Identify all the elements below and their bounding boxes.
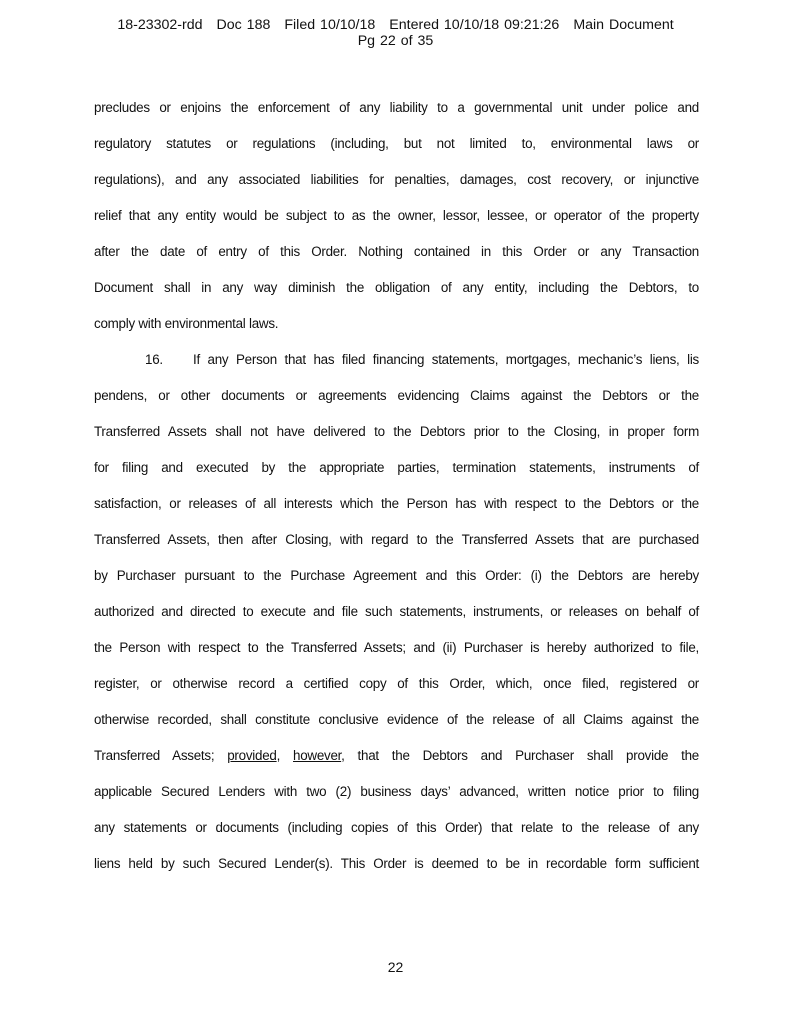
text-line: comply with environmental laws. xyxy=(94,316,279,331)
however-underlined: however xyxy=(293,748,342,763)
text-line: applicable Secured Lenders with two (2) business days’ advanced, written notice prior to filing xyxy=(94,784,699,799)
text-line: Transferred Assets shall not have delivered to the Debtors prior to the Closing, in proper form xyxy=(94,424,699,439)
text-line: by Purchaser pursuant to the Purchase Agreement and this Order: (i) the Debtors are hereby xyxy=(94,568,699,583)
ecf-header-line xyxy=(0,17,791,33)
text-line: pendens, or other documents or agreements evidencing Claims against the Debtors or the xyxy=(94,388,699,403)
body-text xyxy=(94,90,699,882)
case-number: 18-23302-rdd xyxy=(117,17,203,33)
text-segment: Transferred Assets; xyxy=(94,748,228,763)
text-line: regulations), and any associated liabilities for penalties, damages, cost recovery, or injunctive xyxy=(94,172,699,187)
text-line: Document shall in any way diminish the obligation of any entity, including the Debtors, to xyxy=(94,280,699,295)
page-reference: Pg 22 of 35 xyxy=(357,33,434,49)
text-line: regulatory statutes or regulations (including, but not limited to, environmental laws or xyxy=(94,136,699,151)
text-line: the Person with respect to the Transferred Assets; and (ii) Purchaser is hereby authorized to file, xyxy=(94,640,699,655)
text-line: any statements or documents (including copies of this Order) that relate to the release of any xyxy=(94,820,699,835)
paragraph-16-lead-text: If any Person that has filed financing statements, mortgages, mechanic’s liens, lis xyxy=(193,352,699,367)
text-line: otherwise recorded, shall constitute conclusive evidence of the release of all Claims against the xyxy=(94,712,699,727)
paragraph-16-first-line xyxy=(94,342,699,378)
text-line: satisfaction, or releases of all interests which the Person has with respect to the Debtors or the xyxy=(94,496,699,511)
text-line: for filing and executed by the appropriate parties, termination statements, instruments of xyxy=(94,460,699,475)
filed-date: Filed 10/10/18 xyxy=(284,17,376,33)
provided-however-line xyxy=(94,738,699,774)
paragraph-number: 16. xyxy=(145,352,163,367)
entered-date: Entered 10/10/18 09:21:26 xyxy=(389,17,560,33)
document-type: Main Document xyxy=(573,17,674,33)
page-number: 22 xyxy=(387,959,404,975)
text-segment: , that the Debtors and Purchaser shall provide the xyxy=(341,748,700,763)
docket-number: Doc 188 xyxy=(216,17,271,33)
text-segment: , xyxy=(276,748,294,763)
text-line: relief that any entity would be subject to as the owner, lessor, lessee, or operator of the property xyxy=(94,208,699,223)
text-line: register, or otherwise record a certified copy of this Order, which, once filed, registered or xyxy=(94,676,699,691)
text-line: authorized and directed to execute and file such statements, instruments, or releases on behalf of xyxy=(94,604,699,619)
text-line: after the date of entry of this Order. Nothing contained in this Order or any Transaction xyxy=(94,244,699,259)
text-line: Transferred Assets, then after Closing, with regard to the Transferred Assets that are purchased xyxy=(94,532,699,547)
text-line: precludes or enjoins the enforcement of any liability to a governmental unit under police and xyxy=(94,100,699,115)
text-line: liens held by such Secured Lender(s). This Order is deemed to be in recordable form sufficient xyxy=(94,856,699,871)
provided-underlined: provided xyxy=(227,748,277,763)
ecf-header xyxy=(0,17,791,49)
